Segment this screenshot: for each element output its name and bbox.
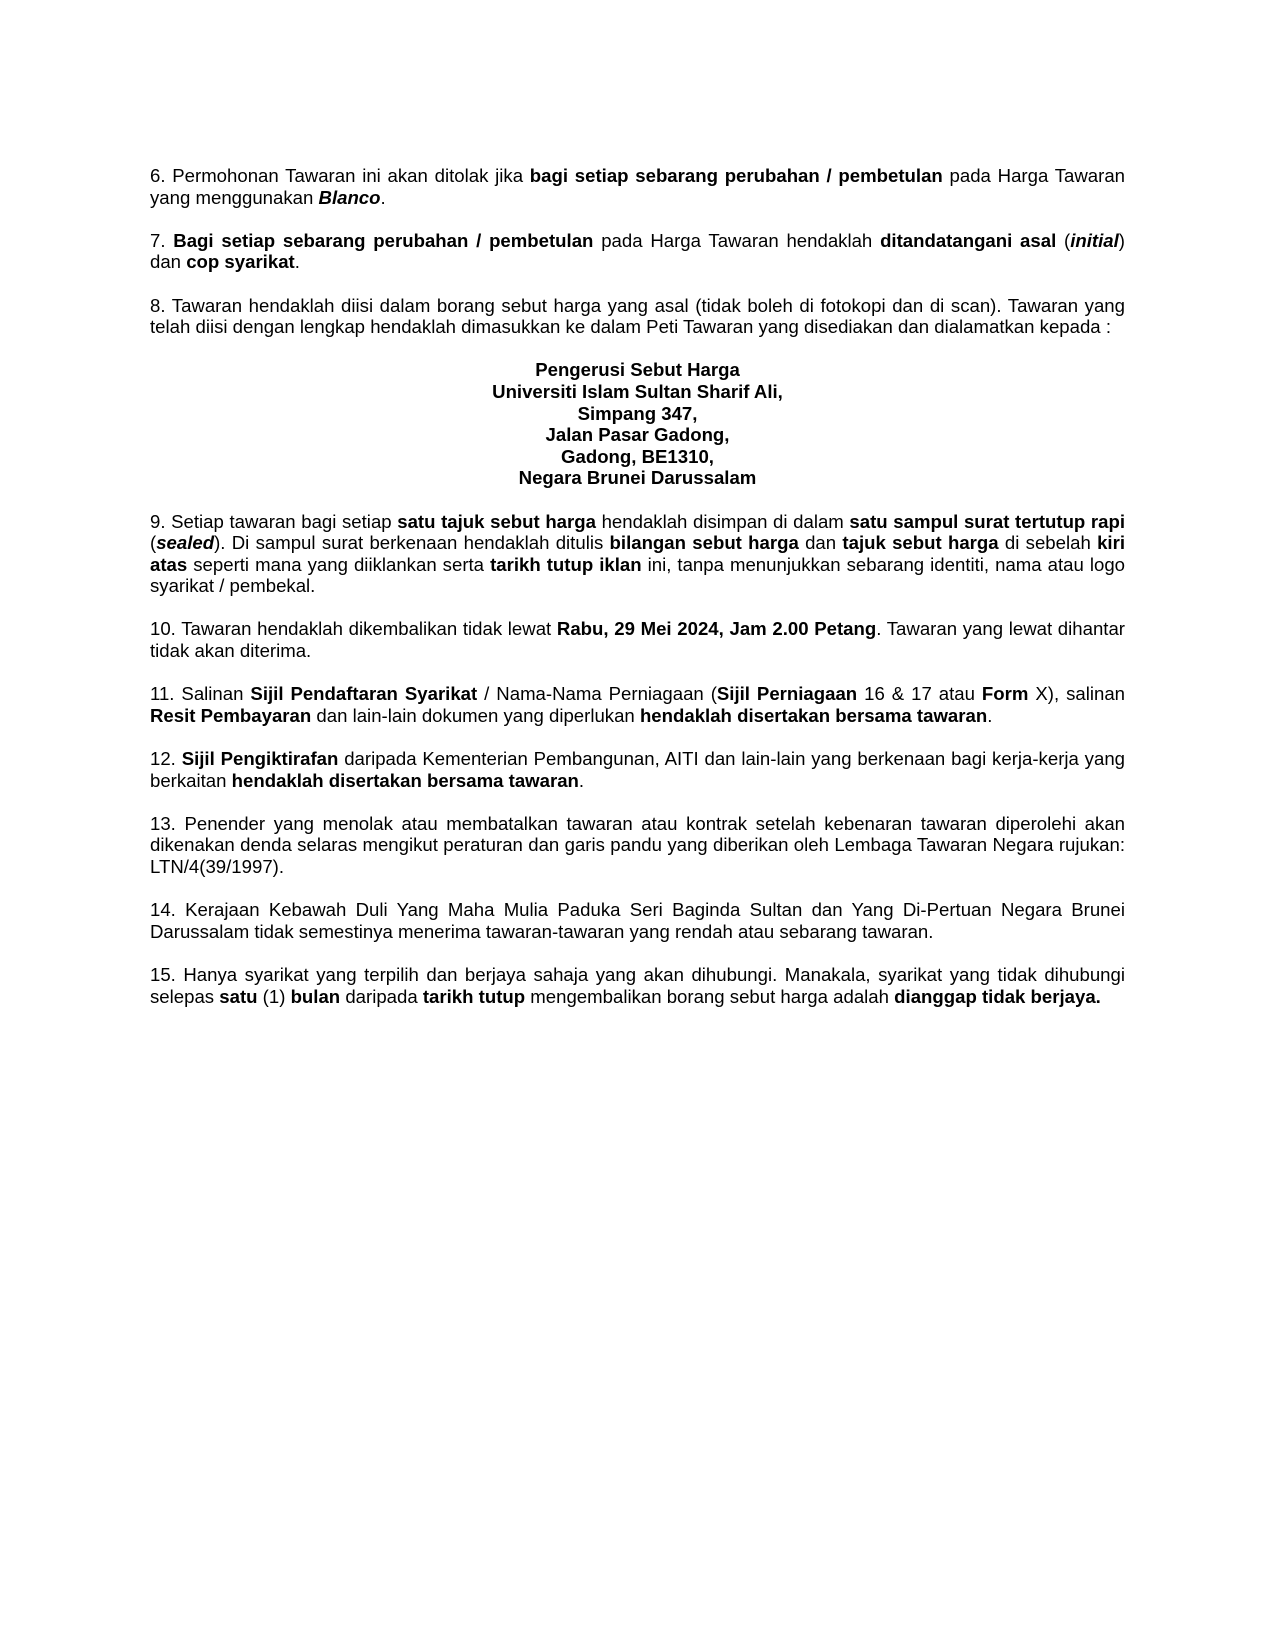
paragraph-text: ( [1056, 229, 1071, 251]
bold-text: cop syarikat [186, 251, 295, 273]
paragraph-item-8 [150, 295, 1125, 338]
paragraph-text: 16 & 17 atau [857, 683, 982, 705]
paragraph-text: / Nama-Nama Perniagaan ( [477, 683, 717, 705]
paragraph-text: daripada Kementerian Pembangunan, AITI dan lain-lain yang berkenaan bagi kerja-kerja yang berkaitan [150, 748, 1125, 791]
paragraph-text: . [578, 769, 585, 791]
bold-text: hendaklah disertakan bersama tawaran [231, 769, 579, 791]
paragraph-text: 13. Penender yang menolak atau membatalkan tawaran atau kontrak setelah kebenaran tawaran diperolehi akan dikenakan denda selaras mengikut peraturan dan garis pandu yang diberikan oleh Lembaga Tawaran Negara rujukan: LTN/4(39/1997). [150, 812, 1125, 877]
paragraph-text: . [380, 186, 386, 208]
paragraph-text: ). Di sampul surat berkenaan hendaklah ditulis [214, 532, 610, 554]
bold-text: Sijil Pengiktirafan [181, 748, 339, 770]
bold-text: satu tajuk sebut harga [397, 510, 596, 532]
address-block [150, 359, 1125, 489]
paragraph-text: . [294, 251, 300, 273]
paragraph-text: ( [150, 532, 157, 554]
address-line: Pengerusi Sebut Harga [535, 359, 740, 381]
bold-text: bilangan sebut harga [609, 532, 799, 554]
bold-text: Rabu, 29 Mei 2024, Jam 2.00 Petang [556, 618, 877, 640]
paragraph-item-14 [150, 899, 1125, 942]
paragraph-item-6 [150, 165, 1125, 208]
bold-text: hendaklah disertakan bersama tawaran [639, 704, 988, 726]
paragraph-text: X), salinan [1028, 683, 1126, 705]
paragraph-text: 10. Tawaran hendaklah dikembalikan tidak lewat [150, 618, 557, 640]
bold-text: Form [981, 683, 1029, 705]
paragraph-item-11 [150, 683, 1125, 726]
document-page [150, 165, 1125, 1029]
emphasis-text: initial [1070, 229, 1119, 251]
paragraph-item-13 [150, 813, 1125, 878]
paragraph-text: 15. Hanya syarikat yang terpilih dan berjaya sahaja yang akan dihubungi. Manakala, syarikat yang tidak dihubungi selepas [150, 963, 1125, 1007]
bold-text: tarikh tutup iklan [490, 553, 642, 575]
bold-text: ditandatangani asal [880, 229, 1057, 251]
paragraph-text: . [987, 704, 993, 726]
paragraph-item-7 [150, 230, 1125, 273]
terms-list-upper [150, 165, 1125, 338]
paragraph-text: daripada [340, 985, 423, 1007]
bold-text: satu sampul surat tertutup rapi [849, 510, 1126, 532]
paragraph-item-15 [150, 964, 1125, 1007]
paragraph-text: di sebelah [998, 532, 1098, 554]
bold-text: Resit Pembayaran [150, 704, 312, 726]
paragraph-text: seperti mana yang diiklankan serta [187, 553, 491, 575]
paragraph-text: ini, tanpa menunjukkan sebarang identiti, nama atau logo syarikat / pembekal. [150, 553, 1126, 597]
bold-italic-text [156, 532, 214, 553]
paragraph-text: mengembalikan borang sebut harga adalah [525, 985, 895, 1007]
paragraph-text: 9. Setiap tawaran bagi setiap [150, 510, 398, 532]
paragraph-text: ) dan [150, 229, 1125, 273]
bold-text: tajuk sebut harga [842, 532, 999, 554]
address-line: Jalan Pasar Gadong, [545, 424, 730, 446]
bold-text: Sijil Pendaftaran Syarikat [250, 683, 478, 705]
paragraph-text: (1) [257, 985, 291, 1007]
paragraph-item-9 [150, 511, 1125, 597]
paragraph-text: hendaklah disimpan di dalam [595, 510, 850, 532]
paragraph-text: . Tawaran yang lewat dihantar tidak akan diterima. [150, 618, 1126, 662]
paragraph-text: 12. [150, 748, 182, 770]
bold-italic-text [1070, 230, 1119, 251]
paragraph-text: pada Harga Tawaran hendaklah [593, 229, 881, 251]
bold-italic-text [319, 187, 381, 208]
paragraph-text: dan lain-lain dokumen yang diperlukan [311, 704, 640, 726]
address-line: Negara Brunei Darussalam [518, 467, 757, 489]
bold-text: bulan [290, 985, 341, 1007]
paragraph-text: 7. [150, 229, 174, 251]
address-line: Universiti Islam Sultan Sharif Ali, [492, 380, 783, 402]
address-line: Simpang 347, [577, 402, 698, 424]
terms-list-lower [150, 511, 1125, 1008]
paragraph-text: pada Harga Tawaran yang menggunakan [150, 165, 1126, 208]
paragraph-text: 14. Kerajaan Kebawah Duli Yang Maha Mulia Paduka Seri Baginda Sultan dan Yang Di-Pertuan Negara Brunei Darussalam tidak semestinya menerima tawaran-tawaran yang rendah atau sebarang tawaran. [150, 899, 1125, 942]
address-line: Gadong, BE1310, [561, 445, 714, 467]
paragraph-text: 8. Tawaran hendaklah diisi dalam borang sebut harga yang asal (tidak boleh di fotokopi dan di scan). Tawaran yang telah diisi dengan lengkap hendaklah dimasukkan ke dalam Peti Tawaran yang disediakan dan dialamatkan kepada : [150, 294, 1125, 338]
paragraph-text: dan [798, 532, 843, 554]
paragraph-item-10 [150, 618, 1125, 661]
bold-text: tarikh tutup [422, 985, 526, 1007]
bold-text: dianggap tidak berjaya. [894, 985, 1101, 1007]
emphasis-text: Blanco [318, 186, 381, 208]
paragraph-item-12 [150, 748, 1125, 791]
bold-text: satu [219, 985, 258, 1007]
emphasis-text: sealed [156, 532, 215, 554]
bold-text: Sijil Perniagaan [716, 683, 858, 705]
paragraph-text: 11. Salinan [150, 683, 251, 705]
bold-text: Bagi setiap sebarang perubahan / pembetulan [173, 229, 594, 251]
bold-text: kiri atas [150, 532, 1126, 575]
bold-text: bagi setiap sebarang perubahan / pembetulan [529, 165, 943, 186]
paragraph-text: 6. Permohonan Tawaran ini akan ditolak jika [150, 165, 530, 186]
